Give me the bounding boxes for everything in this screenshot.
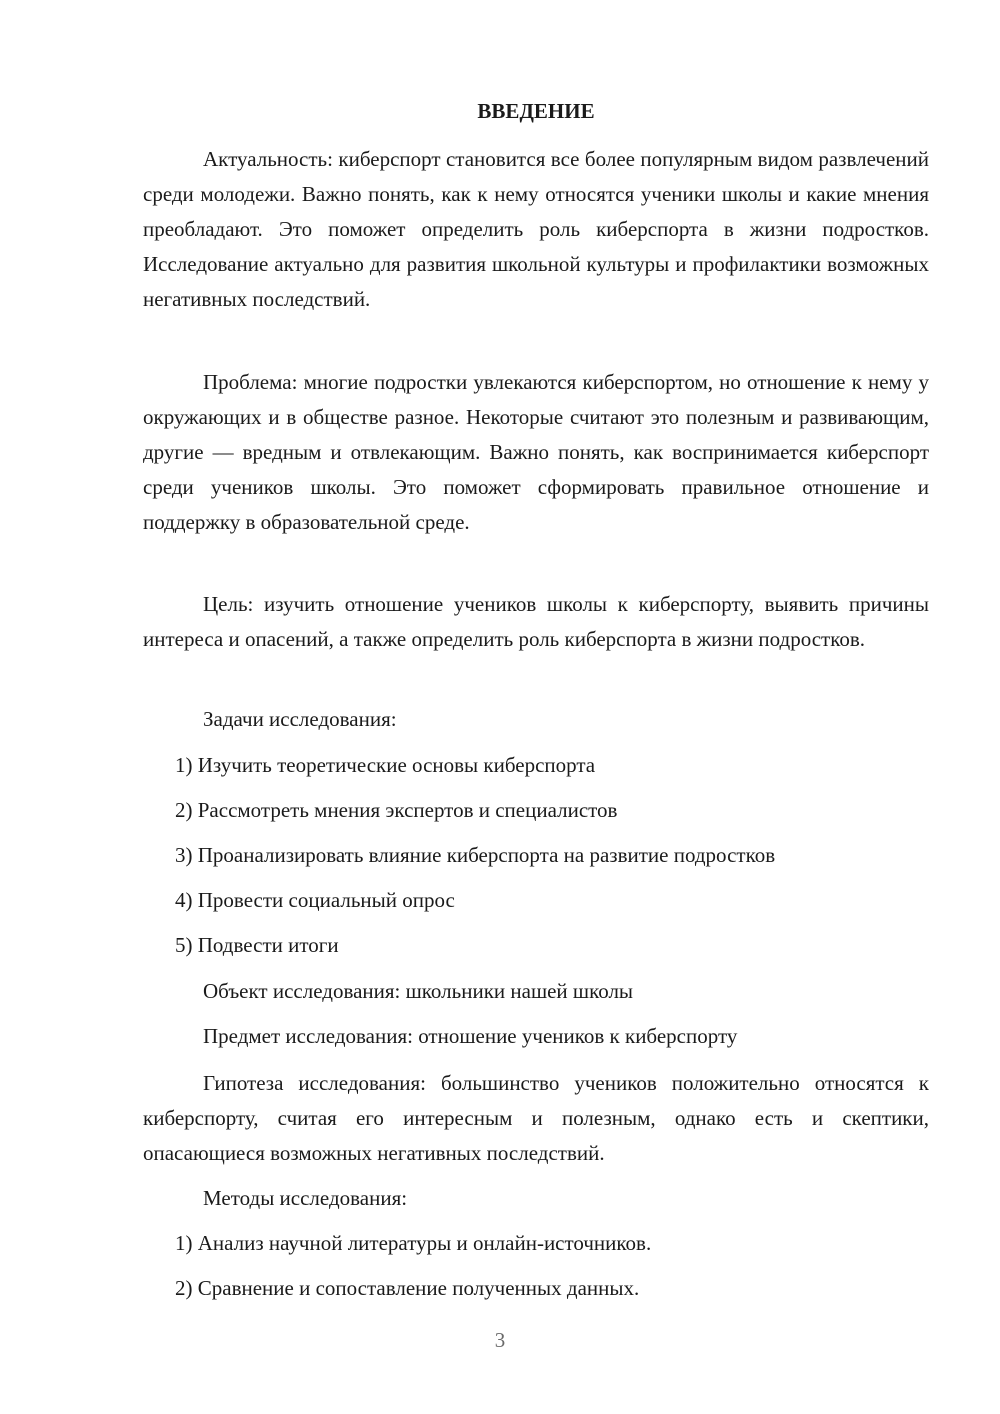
task-item-2: 2) Рассмотреть мнения экспертов и специалистов — [175, 798, 618, 822]
research-object: Объект исследования: школьники нашей школы — [203, 979, 634, 1003]
methods-heading: Методы исследования: — [203, 1186, 408, 1210]
paragraph-goal: Цель: изучить отношение учеников школы к киберспорту, выявить причины интереса и опасений, а также определить роль киберспорта в жизни подростков. — [143, 592, 929, 651]
page-number: 3 — [494, 1328, 506, 1352]
research-subject: Предмет исследования: отношение учеников к киберспорту — [203, 1024, 738, 1048]
task-item-5: 5) Подвести итоги — [175, 933, 339, 957]
task-item-1: 1) Изучить теоретические основы киберспорта — [175, 753, 596, 777]
paragraph-problem: Проблема: многие подростки увлекаются киберспортом, но отношение к нему у окружающих и в обществе разное. Некоторые считают это полезным и развивающим, другие — вредным и отвлекающим. Важно понять, как воспринимается киберспорт среди учеников школы. Это поможет сформировать правильное отношение и поддержку в образовательной среде. — [143, 370, 929, 534]
paragraph-hypothesis: Гипотеза исследования: большинство учеников положительно относятся к киберспорту, считая его интересным и полезным, однако есть и скептики, опасающиеся возможных негативных последствий. — [143, 1071, 929, 1165]
method-item-2: 2) Сравнение и сопоставление полученных данных. — [175, 1276, 640, 1300]
page-title: ВВЕДЕНИЕ — [477, 99, 595, 123]
method-item-1: 1) Анализ научной литературы и онлайн-источников. — [175, 1231, 652, 1255]
paragraph-relevance: Актуальность: киберспорт становится все более популярным видом развлечений среди молодежи. Важно понять, как к нему относятся ученики школы и какие мнения преобладают. Это поможет определить роль киберспорта в жизни подростков. Исследование актуально для развития школьной культуры и профилактики возможных негативных последствий. — [143, 147, 929, 311]
task-item-3: 3) Проанализировать влияние киберспорта на развитие подростков — [175, 843, 776, 867]
tasks-heading: Задачи исследования: — [203, 707, 397, 731]
task-item-4: 4) Провести социальный опрос — [175, 888, 455, 912]
